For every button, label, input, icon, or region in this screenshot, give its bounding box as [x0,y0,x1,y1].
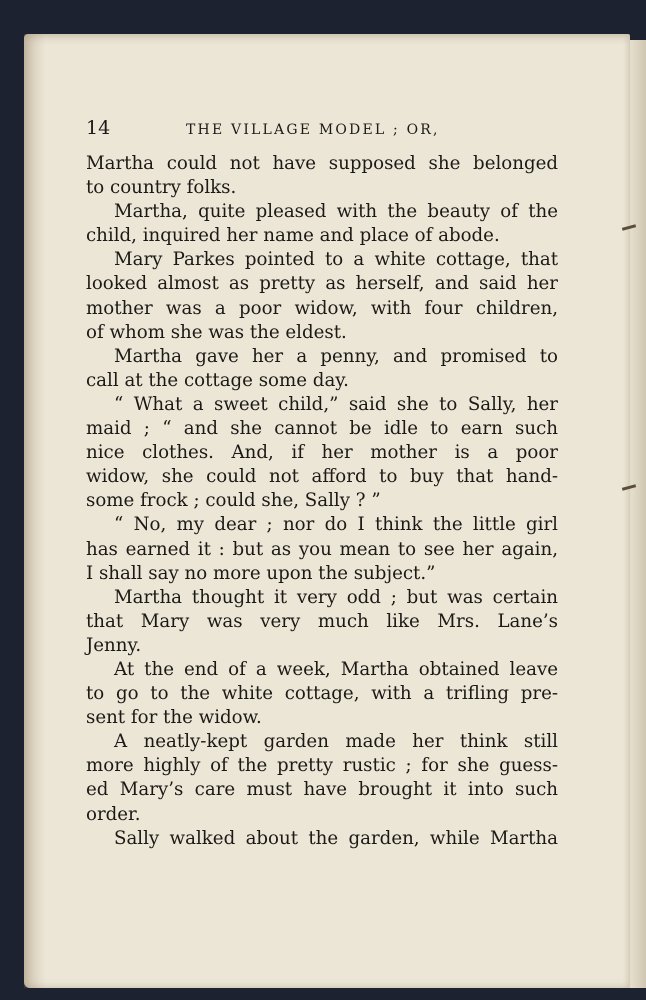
text-line: ed Mary’s care must have brought it into such [86,779,558,801]
body-text [86,152,558,851]
text-line: A neatly-kept garden made her think still [114,731,558,753]
text-line: call at the cottage some day. [86,369,349,391]
text-line: looked almost as pretty as herself, and said her [86,273,558,295]
text-line: Jenny. [86,634,142,656]
text-line: At the end of a week, Martha obtained leave [114,658,558,680]
text-line: nice clothes. And, if her mother is a poor [86,442,558,464]
text-line: Martha, quite pleased with the beauty of the [114,201,558,223]
text-line: child, inquired her name and place of abode. [86,225,500,247]
text-line: some frock ; could she, Sally ? ” [86,490,381,512]
running-head: THE VILLAGE MODEL ; OR, [186,122,440,138]
text-line: Martha could not have supposed she belonged [86,153,558,174]
text-line: Martha gave her a penny, and promised to [114,345,558,367]
text-line: Sally walked about the garden, while Martha [114,827,558,849]
text-line: mother was a poor widow, with four children, [86,297,558,319]
text-line: I shall say no more upon the subject.” [86,562,436,584]
text-line: to country folks. [86,177,237,199]
text-line: order. [86,803,141,825]
text-line: “ What a sweet child,” said she to Sally, her [114,393,558,415]
text-line: widow, she could not afford to buy that hand- [86,466,558,488]
text-line: “ No, my dear ; nor do I think the little girl [114,514,558,536]
page-header [86,116,560,140]
text-line: maid ; “ and she cannot be idle to earn such [86,418,558,440]
gutter-shadow [24,34,46,988]
text-line: Mary Parkes pointed to a white cottage, that [114,249,558,271]
text-line: Martha thought it very odd ; but was certain [114,586,558,608]
text-line: more highly of the pretty rustic ; for she guess- [86,755,558,777]
text-line: to go to the white cottage, with a trifling pre- [86,683,558,705]
text-line: that Mary was very much like Mrs. Lane’s [86,610,558,632]
page-number: 14 [86,117,111,139]
text-line: has earned it : but as you mean to see her again, [86,538,558,560]
text-line: of whom she was the eldest. [86,321,347,343]
text-line: sent for the widow. [86,707,262,729]
